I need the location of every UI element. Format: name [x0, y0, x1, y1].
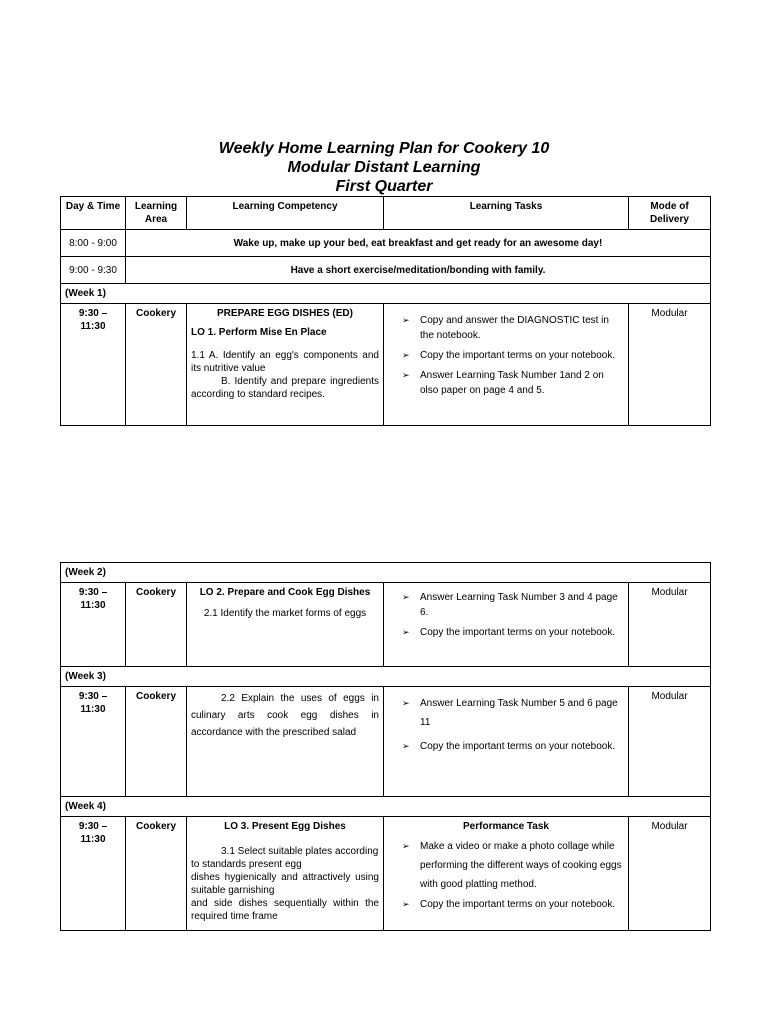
header-day-time: Day & Time: [61, 197, 126, 230]
task-text: Answer Learning Task Number 5 and 6 page 11: [420, 698, 618, 728]
week-row: [61, 304, 711, 426]
task-text: Copy the important terms on your notebook.: [420, 627, 616, 638]
task-text: Answer Learning Task Number 1and 2 on olso paper on page 4 and 5.: [420, 370, 604, 396]
week-competency: [187, 817, 384, 931]
competency-lo: LO 1. Perform Mise En Place: [191, 327, 327, 338]
performance-task-title: Performance Task: [463, 821, 549, 832]
task-text: Copy the important terms on your notebook.: [420, 741, 616, 752]
week-time: 9:30 – 11:30: [61, 817, 126, 931]
week-label: (Week 1): [61, 284, 711, 304]
arrow-bullet-icon: ➢: [402, 370, 410, 380]
week-row: [61, 583, 711, 667]
week-area: Cookery: [126, 687, 187, 797]
week-label-row: [61, 797, 711, 817]
week-competency: [187, 687, 384, 797]
week-tasks: [384, 304, 629, 426]
header-delivery: Mode of Delivery: [629, 197, 711, 230]
week-label-row: [61, 563, 711, 583]
task-text: Copy the important terms on your notebook.: [420, 899, 616, 910]
arrow-bullet-icon: ➢: [402, 741, 410, 751]
week-tasks: [384, 817, 629, 931]
competency-title: PREPARE EGG DISHES (ED): [217, 308, 353, 319]
week-tasks: [384, 583, 629, 667]
arrow-bullet-icon: ➢: [402, 315, 410, 325]
routine-time: 8:00 - 9:00: [61, 230, 126, 257]
week-label-row: [61, 284, 711, 304]
task-item: [398, 694, 624, 732]
week-area: Cookery: [126, 304, 187, 426]
arrow-bullet-icon: ➢: [402, 698, 410, 708]
arrow-bullet-icon: ➢: [402, 592, 410, 602]
arrow-bullet-icon: ➢: [402, 899, 410, 909]
week-row: [61, 687, 711, 797]
task-text: Copy the important terms on your notebook.: [420, 350, 616, 361]
arrow-bullet-icon: ➢: [402, 350, 410, 360]
header-tasks: Learning Tasks: [384, 197, 629, 230]
title-line-1: Weekly Home Learning Plan for Cookery 10: [218, 140, 550, 157]
task-item: [398, 837, 624, 894]
week-delivery: Modular: [629, 583, 711, 667]
routine-time: 9:00 - 9:30: [61, 257, 126, 284]
plan-table-1: [60, 196, 711, 426]
week-delivery: Modular: [629, 687, 711, 797]
header-competency: Learning Competency: [187, 197, 384, 230]
task-item: [398, 349, 624, 362]
task-item: [398, 590, 624, 620]
week-tasks: [384, 687, 629, 797]
competency-text: 3.1 Select suitable plates according to standards present egg: [191, 846, 379, 870]
arrow-bullet-icon: ➢: [402, 627, 410, 637]
routine-row: [61, 230, 711, 257]
week-label-row: [61, 667, 711, 687]
header-learning-area: Learning Area: [126, 197, 187, 230]
week-time: 9:30 – 11:30: [61, 304, 126, 426]
week-label: (Week 3): [61, 667, 711, 687]
week-row: [61, 817, 711, 931]
week-competency: [187, 583, 384, 667]
header-row: [61, 197, 711, 230]
task-text: Make a video or make a photo collage while performing the different ways of cooking eggs with good platting method.: [420, 841, 622, 890]
competency-text: 1.1 A. Identify an egg's components and its nutritive value: [191, 350, 379, 374]
week-time: 9:30 – 11:30: [61, 583, 126, 667]
task-text: Answer Learning Task Number 3 and 4 page 6.: [420, 592, 618, 618]
week-delivery: Modular: [629, 817, 711, 931]
title-line-2: Modular Distant Learning: [287, 159, 481, 176]
week-label: (Week 4): [61, 797, 711, 817]
week-area: Cookery: [126, 817, 187, 931]
task-item: [398, 313, 624, 343]
week-label: (Week 2): [61, 563, 711, 583]
task-item: [398, 626, 624, 639]
competency-text: 2.1 Identify the market forms of eggs: [203, 608, 367, 619]
competency-text: dishes hygienically and attractively using suitable garnishing: [191, 872, 379, 896]
routine-row: [61, 257, 711, 284]
task-text: Copy and answer the DIAGNOSTIC test in the notebook.: [420, 315, 609, 341]
title-line-3: First Quarter: [335, 178, 433, 195]
plan-title: [0, 139, 768, 196]
task-item: [398, 740, 624, 753]
routine-text: Wake up, make up your bed, eat breakfast and get ready for an awesome day!: [126, 230, 711, 257]
week-area: Cookery: [126, 583, 187, 667]
plan-table-2: [60, 562, 711, 931]
week-delivery: Modular: [629, 304, 711, 426]
week-competency: [187, 304, 384, 426]
arrow-bullet-icon: ➢: [402, 841, 410, 851]
competency-text: B. Identify and prepare ingredients according to standard recipes.: [191, 376, 379, 400]
task-item: [398, 898, 624, 911]
competency-text: 2.2 Explain the uses of eggs in culinary arts cook egg dishes in accordance with the prescribed salad: [191, 693, 379, 738]
competency-lo: LO 2. Prepare and Cook Egg Dishes: [199, 587, 371, 598]
task-item: [398, 368, 624, 398]
competency-text: and side dishes sequentially within the required time frame: [191, 898, 379, 922]
competency-lo: LO 3. Present Egg Dishes: [224, 821, 346, 832]
routine-text: Have a short exercise/meditation/bonding with family.: [126, 257, 711, 284]
week-time: 9:30 – 11:30: [61, 687, 126, 797]
